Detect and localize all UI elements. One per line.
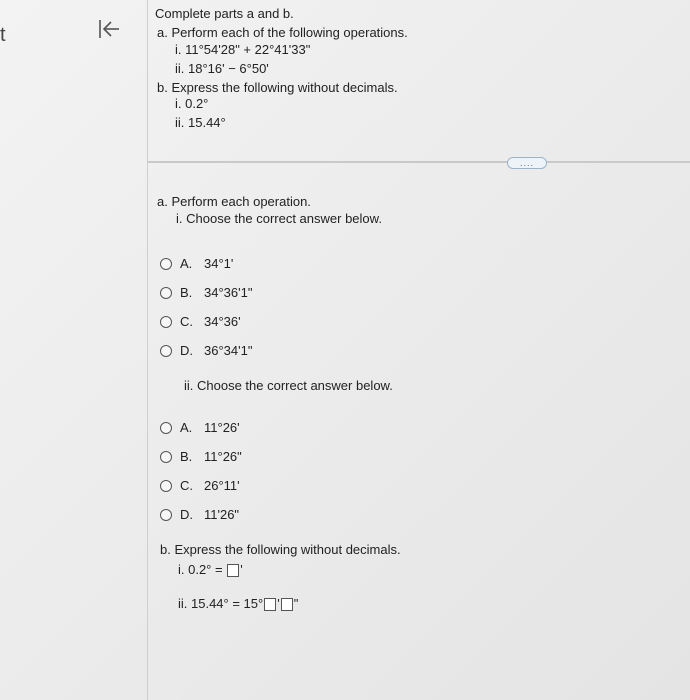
answer-b-ii-prefix: ii. 15.44° = 15° xyxy=(178,596,264,611)
option-a-ii-b[interactable] xyxy=(160,449,242,464)
option-letter: D. xyxy=(180,343,193,358)
radio-button[interactable] xyxy=(160,316,172,328)
option-letter: B. xyxy=(180,285,193,300)
option-a-i-c[interactable] xyxy=(160,314,241,329)
radio-button[interactable] xyxy=(160,287,172,299)
part-b-item-ii: ii. 15.44° xyxy=(175,115,226,130)
option-a-i-d[interactable] xyxy=(160,343,252,358)
seconds-input-ii[interactable] xyxy=(281,598,293,611)
vertical-divider xyxy=(147,0,148,700)
answer-b-i-row xyxy=(178,562,243,578)
radio-button[interactable] xyxy=(160,480,172,492)
problem-intro: Complete parts a and b. xyxy=(155,6,294,21)
option-value: 34°36'1" xyxy=(204,285,253,300)
option-letter: C. xyxy=(180,314,193,329)
option-a-ii-d[interactable] xyxy=(160,507,239,522)
part-b-item-i: i. 0.2° xyxy=(175,96,209,111)
back-button[interactable] xyxy=(92,12,126,46)
radio-button[interactable] xyxy=(160,509,172,521)
left-panel xyxy=(0,0,145,700)
part-a-label: a. Perform each of the following operations. xyxy=(157,25,408,40)
answer-a-ii-prompt: ii. Choose the correct answer below. xyxy=(184,378,393,393)
option-value: 11°26" xyxy=(204,449,242,464)
option-letter: C. xyxy=(180,478,193,493)
section-divider xyxy=(148,161,690,163)
option-letter: A. xyxy=(180,256,193,271)
option-value: 26°11' xyxy=(204,478,240,493)
part-a-item-ii: ii. 18°16' − 6°50' xyxy=(175,61,269,76)
option-value: 36°34'1" xyxy=(204,343,253,358)
collapse-left-icon xyxy=(96,17,122,41)
option-value: 34°1' xyxy=(204,256,234,271)
minutes-input-ii[interactable] xyxy=(264,598,276,611)
answer-b-ii-row xyxy=(178,596,298,612)
answer-b-i-prefix: i. 0.2° = xyxy=(178,562,223,577)
corner-mark: t xyxy=(0,24,6,46)
radio-button[interactable] xyxy=(160,422,172,434)
option-a-i-a[interactable] xyxy=(160,256,233,271)
option-a-i-b[interactable] xyxy=(160,285,252,300)
radio-button[interactable] xyxy=(160,451,172,463)
answer-a-i-prompt: i. Choose the correct answer below. xyxy=(176,211,382,226)
minutes-unit: ' xyxy=(240,562,243,577)
radio-button[interactable] xyxy=(160,345,172,357)
option-letter: B. xyxy=(180,449,193,464)
option-value: 11'26" xyxy=(204,507,240,522)
answer-b-heading: b. Express the following without decimals. xyxy=(160,542,401,557)
minutes-input[interactable] xyxy=(227,564,239,577)
option-a-ii-c[interactable] xyxy=(160,478,240,493)
more-button[interactable]: .... xyxy=(507,157,547,169)
option-value: 34°36' xyxy=(204,314,241,329)
part-a-item-i: i. 11°54'28" + 22°41'33" xyxy=(175,42,311,57)
answer-a-heading: a. Perform each operation. xyxy=(157,194,311,209)
seconds-unit-ii: " xyxy=(293,596,299,611)
option-letter: D. xyxy=(180,507,193,522)
option-letter: A. xyxy=(180,420,193,435)
minutes-unit-ii: ' xyxy=(277,596,280,611)
radio-button[interactable] xyxy=(160,258,172,270)
part-b-label: b. Express the following without decimals. xyxy=(157,80,398,95)
option-value: 11°26' xyxy=(204,420,240,435)
option-a-ii-a[interactable] xyxy=(160,420,240,435)
